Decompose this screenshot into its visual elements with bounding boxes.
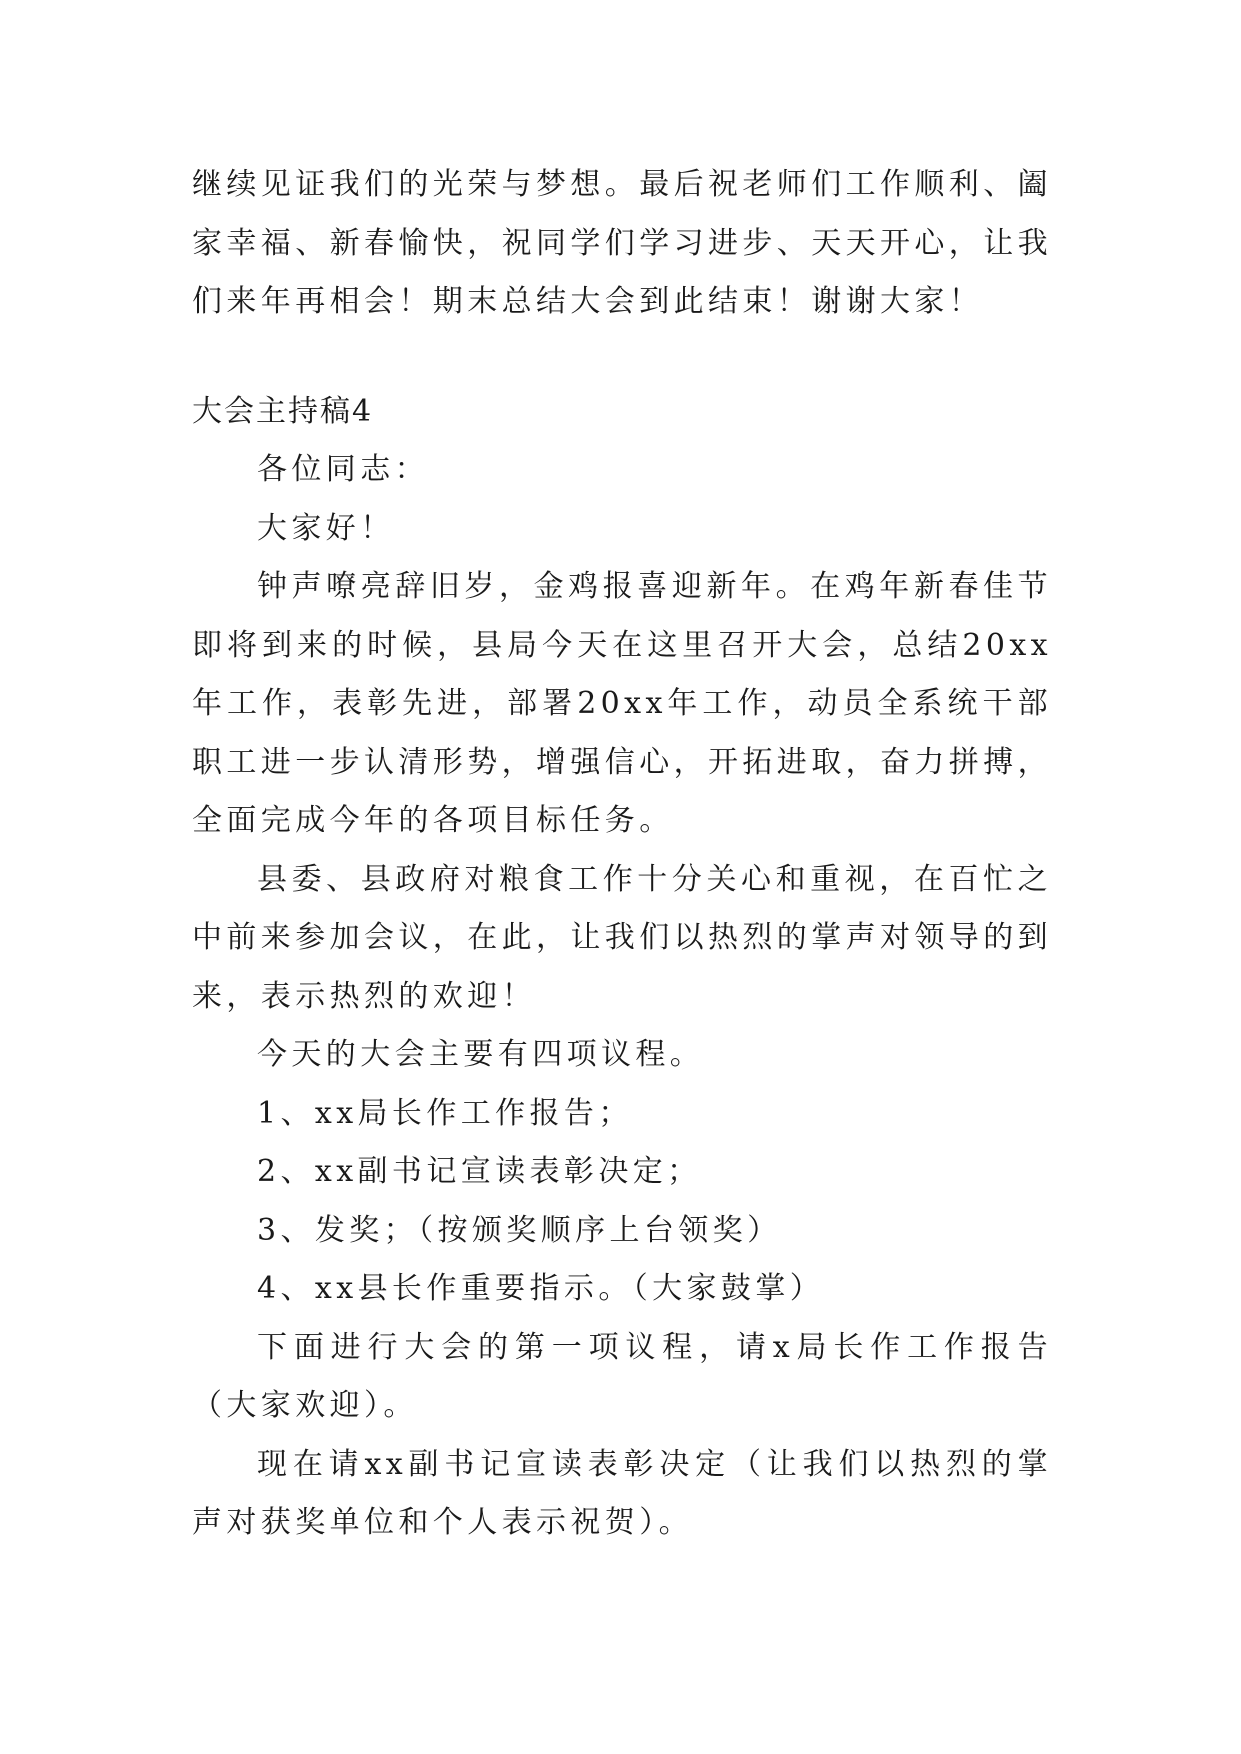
agenda-item: 2、xx副书记宣读表彰决定； [257,1154,702,1189]
agenda-item: 3、发奖；（按颁奖顺序上台领奖） [257,1212,782,1248]
agenda-item: 1、xx局长作工作报告； [257,1095,633,1131]
body-paragraph: 县委、县政府对粮食工作十分关心和重视，在百忙之中前来参加会议，在此，让我们以热烈的掌声对领导的到来，表示热烈的欢迎！ [192,861,1052,1014]
agenda-item: 4、xx县长作重要指示。（大家鼓掌） [257,1271,825,1306]
closing-paragraph: 现在请xx副书记宣读表彰决定（让我们以热烈的掌声对获奖单位和个人表示祝贺）。 [192,1446,1052,1540]
closing-paragraph: 下面进行大会的第一项议程，请x局长作工作报告（大家欢迎）。 [192,1329,1052,1423]
opening-paragraph: 继续见证我们的光荣与梦想。最后祝老师们工作顺利、阖家幸福、新春愉快，祝同学们学习进步、天天开心，让我们来年再相会！期末总结大会到此结束！谢谢大家！ [192,167,1052,319]
greeting: 大家好！ [257,510,395,546]
section-gap [192,332,1052,383]
section-title: 大会主持稿4 [192,393,374,429]
document-page [192,156,1052,1553]
salutation: 各位同志： [257,452,429,487]
body-paragraph: 今天的大会主要有四项议程。 [257,1037,705,1072]
body-paragraph: 钟声嘹亮辞旧岁，金鸡报喜迎新年。在鸡年新春佳节即将到来的时候，县局今天在这里召开大会，总结20xx年工作，表彰先进，部署20xx年工作，动员全系统干部职工进一步认清形势，增强信心，开拓进取，奋力拼搏，全面完成今年的各项目标任务。 [192,569,1052,838]
